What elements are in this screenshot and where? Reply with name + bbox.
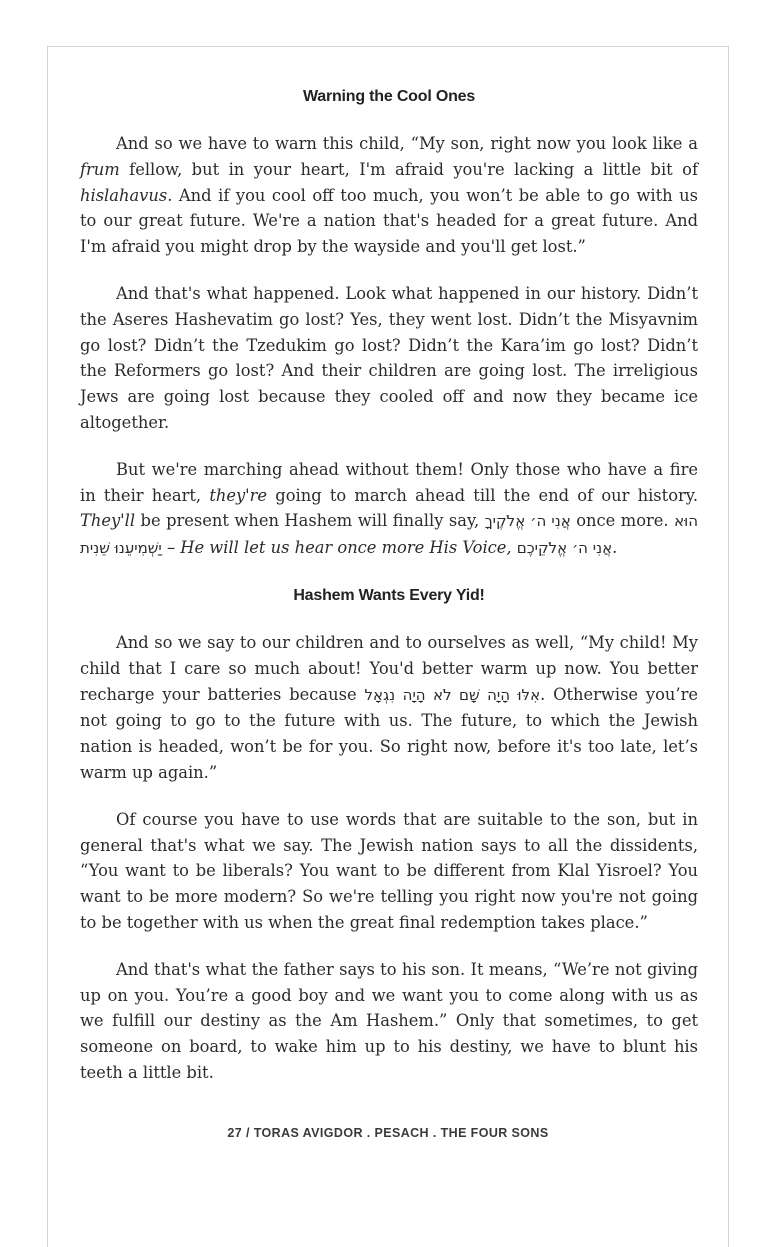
- hebrew-quote: הוּא יַשְׁמִיעֵנוּ שֵׁנִית: [80, 512, 698, 558]
- text: And so we have to warn this child, “My son, right now you look like a: [116, 134, 698, 153]
- italic-term: frum: [80, 159, 120, 179]
- page-footer: 27 / TORAS AVIGDOR . PESACH . THE FOUR SONS: [227, 1126, 549, 1140]
- text: . And if you cool off too much, you won’t be able to go with us to our great future. We're a nation that's headed for a great future. And I'm afraid you might drop by the wayside and you'll get lost.”: [80, 185, 698, 257]
- paragraph: [80, 281, 698, 436]
- text: And that's what the father says to his son. It means, “We’re not giving up on you. You’re a good boy and we want you to come along with us as we fulfill our destiny as the Am Hashem.” Only that sometimes, to get someone on board, to wake him up to his destiny, we have to blunt his teeth a little bit.: [80, 959, 698, 1082]
- paragraph: [80, 957, 698, 1086]
- section-heading: Hashem Wants Every Yid!: [293, 586, 485, 604]
- text: fellow, but in your heart, I'm afraid you're lacking a little bit of: [119, 159, 698, 179]
- text: . Otherwise you’re not going to go to the future with us. The future, to which the Jewish nation is headed, won’t be for you. So right now, before it's too late, let’s warm up again.”: [80, 684, 698, 782]
- hebrew-quote: אֲנִי ה׳ אֱלֹקֵיכֶם: [516, 539, 613, 558]
- text: And that's what happened. Look what happened in our history. Didn’t the Aseres Hashevatim go lost? Yes, they went lost. Didn’t the Misyavnim go lost? Didn’t the Tzedukim go lost? Didn’t the Kara’im go lost? Didn’t the Reformers go lost? And their children are going lost. The irreligious Jews are going lost because they cooled off and now they became ice altogether.: [80, 283, 698, 432]
- text: And so we say to our children and to ourselves as well, “My child! My child that I care so much about! You'd better warm up now. You better recharge your batteries because: [80, 632, 698, 704]
- italic-term: they're: [209, 485, 268, 505]
- paragraph: [80, 457, 698, 562]
- page-content: [80, 85, 698, 1107]
- text: –: [161, 538, 181, 558]
- hebrew-quote: אִלּוּ הָיָה שָׁם לֹא הָיָה נִגְאָל: [364, 685, 541, 704]
- text: .: [612, 538, 618, 558]
- italic-term: hislahavus: [80, 185, 168, 205]
- text: Of course you have to use words that are suitable to the son, but in general that's what we say. The Jewish nation says to all the dissidents, “You want to be liberals? You want to be different from Klal Yisroel? You want to be more modern? So we're telling you right now you're not going to be together with us when the great final redemption takes place.”: [80, 809, 698, 932]
- text: once more.: [570, 511, 675, 531]
- paragraph: [80, 131, 698, 260]
- hebrew-quote: אֲנִי ה׳ אֱלֹקֶיךָ: [484, 512, 571, 531]
- italic-term: They'll: [80, 511, 136, 531]
- text: be present when Hashem will finally say,: [135, 511, 485, 531]
- text: But we're marching ahead without them! Only those who have a fire in their heart,: [80, 459, 698, 505]
- italic-translation: He will let us hear once more His Voice,: [180, 538, 517, 558]
- text: going to march ahead till the end of our history.: [267, 485, 698, 505]
- document-page: [47, 46, 729, 1247]
- section-heading: Warning the Cool Ones: [302, 88, 476, 105]
- paragraph: [80, 630, 698, 786]
- paragraph: [80, 807, 698, 936]
